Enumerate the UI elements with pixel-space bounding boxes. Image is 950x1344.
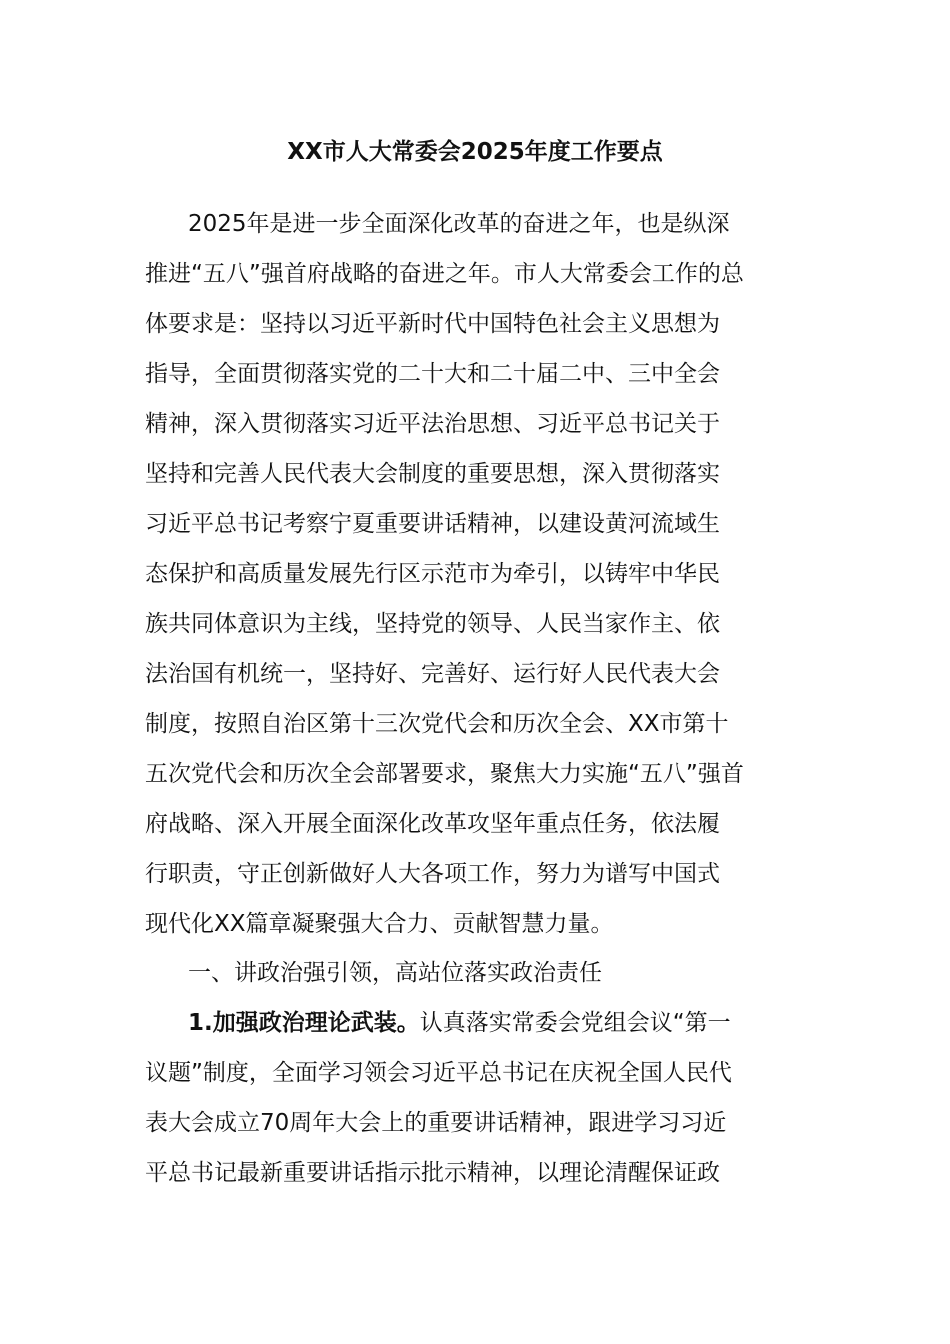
paragraph-line: 习近平总书记考察宁夏重要讲话精神，以建设黄河流域生	[145, 511, 720, 537]
paragraph-line: 府战略、深入开展全面深化改革攻坚年重点任务，依法履	[145, 811, 720, 837]
item-text: 认真落实常委会党组会议“第一	[419, 1010, 731, 1036]
paragraph-line: 平总书记最新重要讲话指示批示精神，以理论清醒保证政	[145, 1160, 720, 1186]
item-title: 1.加强政治理论武装。	[188, 1010, 420, 1036]
paragraph-line: 推进“五八”强首府战略的奋进之年。市人大常委会工作的总	[145, 261, 744, 287]
paragraph-line: 族共同体意识为主线，坚持党的领导、人民当家作主、依	[145, 611, 720, 637]
paragraph-line: 体要求是：坚持以习近平新时代中国特色社会主义思想为	[145, 311, 720, 337]
paragraph-line: 五次党代会和历次全会部署要求，聚焦大力实施“五八”强首	[145, 761, 744, 787]
paragraph-line: 精神，深入贯彻落实习近平法治思想、习近平总书记关于	[145, 411, 720, 437]
paragraph-line: 表大会成立70周年大会上的重要讲话精神，跟进学习习近	[145, 1110, 727, 1136]
paragraph-line: 态保护和高质量发展先行区示范市为牵引，以铸牢中华民	[145, 561, 720, 587]
paragraph-line: 制度，按照自治区第十三次党代会和历次全会、XX市第十	[145, 711, 729, 737]
paragraph-line: 指导，全面贯彻落实党的二十大和二十届二中、三中全会	[145, 361, 720, 387]
paragraph-line: 行职责，守正创新做好人大各项工作，努力为谱写中国式	[145, 861, 720, 887]
paragraph-line: 法治国有机统一，坚持好、完善好、运行好人民代表大会	[145, 661, 720, 687]
section-heading: 一、讲政治强引领，高站位落实政治责任	[188, 960, 602, 986]
paragraph-line: 坚持和完善人民代表大会制度的重要思想，深入贯彻落实	[145, 461, 720, 487]
paragraph-line: 议题”制度，全面学习领会习近平总书记在庆祝全国人民代	[145, 1060, 732, 1086]
document-title: XX市人大常委会2025年度工作要点	[287, 139, 663, 165]
paragraph-line: 2025年是进一步全面深化改革的奋进之年，也是纵深	[188, 211, 730, 237]
paragraph-line: 现代化XX篇章凝聚强大合力、贡献智慧力量。	[145, 911, 614, 937]
item-first-line	[188, 1006, 731, 1040]
